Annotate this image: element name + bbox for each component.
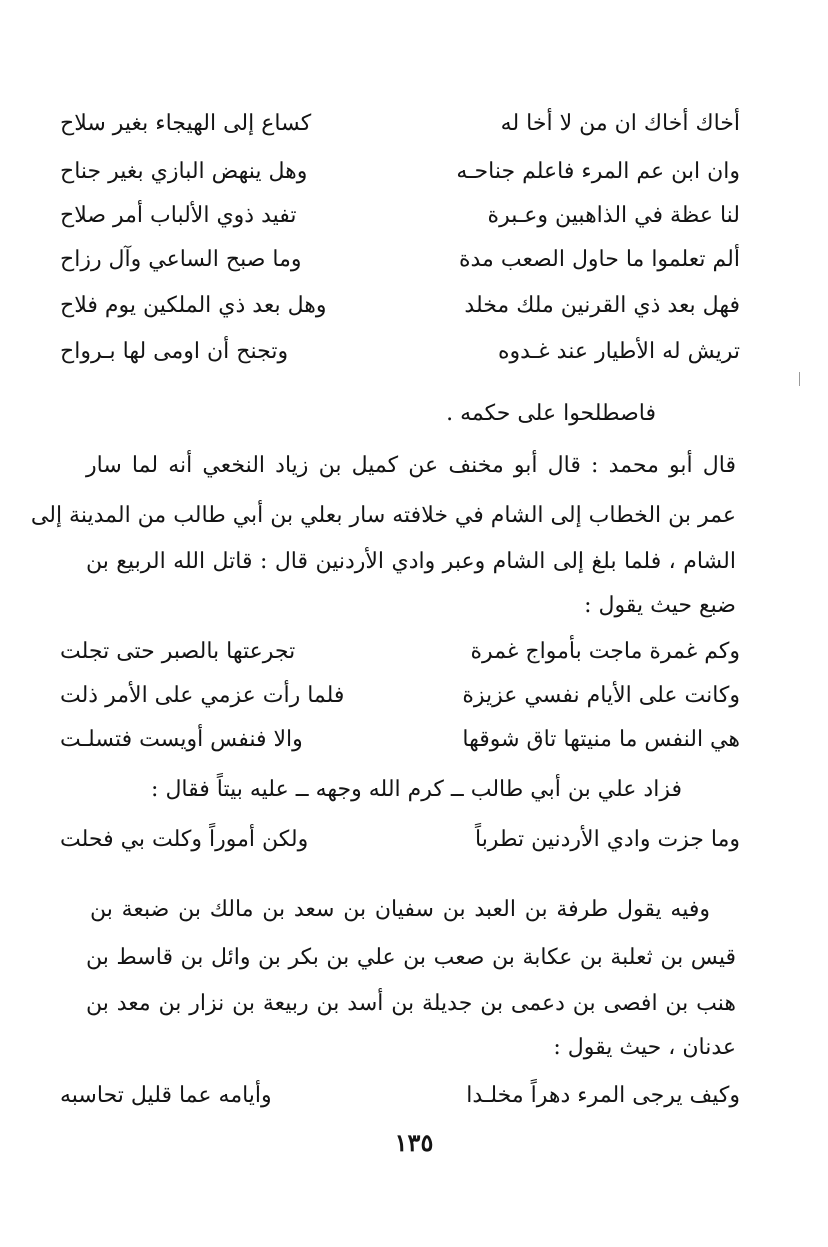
verse-second-hemistich: كساع إلى الهيجاء بغير سلاح: [60, 111, 312, 136]
paragraph-line: هنب بن افصى بن دعمى بن جديلة بن أسد بن ربيعة بن نزار بن معد بن: [86, 991, 736, 1016]
verse-line: [60, 676, 740, 716]
paragraph-line: عدنان ، حيث يقول :: [553, 1035, 736, 1060]
verse-second-hemistich: تجرعتها بالصبر حتى تجلت: [60, 639, 296, 664]
verse-second-hemistich: وتجنح أن اومى لها بـرواح: [60, 339, 289, 364]
verse-first-hemistich: هي النفس ما منيتها تاق شوقها: [462, 727, 740, 752]
verse-first-hemistich: تريش له الأطيار عند غـدوه: [498, 339, 740, 364]
paragraph-line: فزاد علي بن أبي طالب ــ كرم الله وجهه ــ عليه بيتاً فقال :: [151, 777, 682, 802]
paragraph-line: عمر بن الخطاب إلى الشام في خلافته سار بعلي بن أبي طالب من المدينة إلى: [30, 503, 736, 528]
verse-line: [60, 332, 740, 372]
verse-line: [60, 104, 740, 144]
verse-first-hemistich: وكيف يرجى المرء دهراً مخلـدا: [466, 1083, 740, 1108]
verse-first-hemistich: أخاك أخاك ان من لا أخا له: [500, 111, 740, 136]
verse-line: [60, 196, 740, 236]
page-number: ١٣٥: [394, 1128, 434, 1157]
verse-second-hemistich: والا فنفس أويست فتسلـت: [60, 727, 303, 752]
verse-second-hemistich: وما صبح الساعي وآل رزاح: [60, 247, 302, 272]
verse-line: [60, 1076, 740, 1116]
verse-second-hemistich: ولكن أموراً وكلت بي فحلت: [60, 827, 309, 852]
verse-first-hemistich: لنا عظة في الذاهبين وعـبرة: [487, 203, 740, 228]
verse-first-hemistich: وان ابن عم المرء فاعلم جناحـه: [456, 159, 740, 184]
verse-first-hemistich: وكم غمرة ماجت بأمواج غمرة: [470, 639, 740, 664]
verse-second-hemistich: وهل بعد ذي الملكين يوم فلاح: [60, 293, 327, 318]
paragraph-line: قال أبو محمد : قال أبو مخنف عن كميل بن زياد النخعي أنه لما سار: [86, 453, 736, 478]
verse-line: [60, 632, 740, 672]
paragraph-line: ضبع حيث يقول :: [584, 593, 736, 618]
verse-second-hemistich: فلما رأت عزمي على الأمر ذلت: [60, 683, 345, 708]
margin-mark: [799, 372, 800, 386]
verse-first-hemistich: فهل بعد ذي القرنين ملك مخلد: [464, 293, 740, 318]
paragraph-line: قيس بن ثعلبة بن عكابة بن صعب بن علي بن بكر بن وائل بن قاسط بن: [86, 945, 736, 970]
verse-second-hemistich: وأيامه عما قليل تحاسبه: [60, 1083, 272, 1108]
verse-first-hemistich: وكانت على الأيام نفسي عزيزة: [462, 683, 740, 708]
verse-line: [60, 286, 740, 326]
verse-line: [60, 240, 740, 280]
verse-line: [60, 820, 740, 860]
verse-first-hemistich: وما جزت وادي الأردنين تطرباً: [474, 827, 740, 852]
paragraph-line: وفيه يقول طرفة بن العبد بن سفيان بن سعد بن مالك بن ضبعة بن: [90, 897, 710, 922]
verse-second-hemistich: تفيد ذوي الألباب أمر صلاح: [60, 203, 297, 228]
verse-line: [60, 152, 740, 192]
verse-line: [60, 720, 740, 760]
paragraph-line: فاصطلحوا على حكمه .: [446, 401, 656, 426]
verse-second-hemistich: وهل ينهض البازي بغير جناح: [60, 159, 308, 184]
verse-first-hemistich: ألم تعلموا ما حاول الصعب مدة: [458, 247, 740, 272]
paragraph-line: الشام ، فلما بلغ إلى الشام وعبر وادي الأردنين قال : قاتل الله الربيع بن: [86, 549, 736, 574]
